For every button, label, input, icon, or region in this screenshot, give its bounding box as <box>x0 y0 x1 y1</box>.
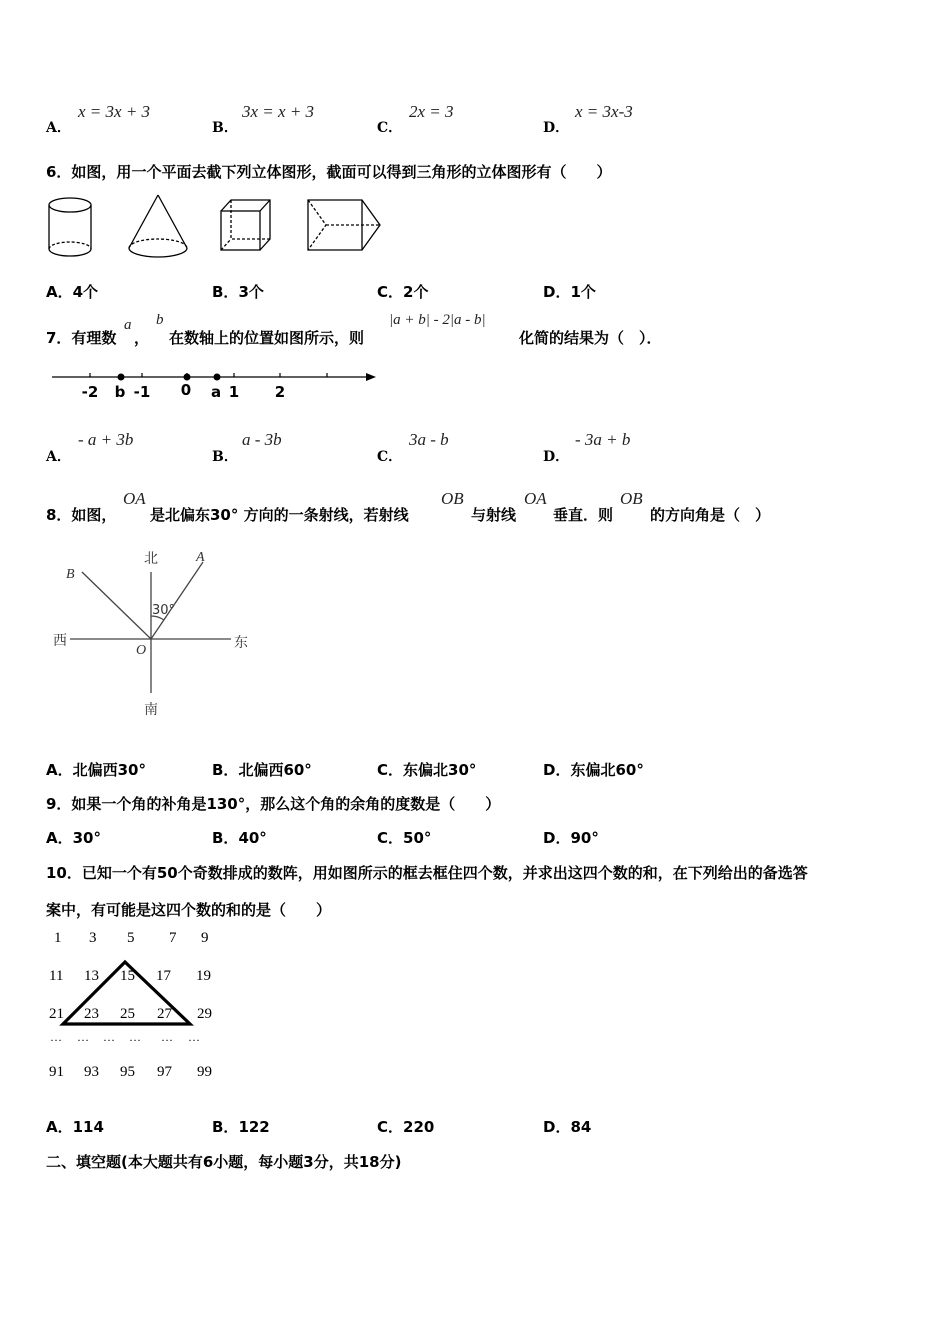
q7-expression: |a + b| - 2|a - b| <box>389 312 486 328</box>
q9-option-a-letter: A． <box>46 829 73 847</box>
label-angle: 30° <box>152 603 176 618</box>
q7-option-c-letter: C． <box>377 449 403 465</box>
q6-option-d-letter: D． <box>543 283 571 301</box>
label-north: 北 <box>144 551 158 567</box>
q7-option-a-expr: - a + 3b <box>78 430 134 449</box>
q8-option-c-text: 东偏北30° <box>403 761 477 779</box>
q7-stem-part2: 在数轴上的位置如图所示，则 <box>169 329 365 347</box>
q7-comma: ， <box>134 329 150 347</box>
array-cell: 97 <box>157 1064 172 1080</box>
label-a: A <box>196 550 205 565</box>
q7-stem-part1: 7．有理数 <box>46 329 117 347</box>
q8-stem-part3: 与射线 <box>471 506 517 524</box>
q5-option-a-letter: A． <box>46 120 71 136</box>
array-cell: 3 <box>89 930 97 946</box>
section-2-title: 二、填空题(本大题共有6小题，每小题3分，共18分) <box>46 1153 402 1171</box>
q8-option-d-letter: D． <box>543 761 571 779</box>
label-b: B <box>66 567 75 582</box>
q8-ob-2: OB <box>620 489 643 508</box>
array-cell: 11 <box>49 968 64 984</box>
array-cell: 93 <box>84 1064 99 1080</box>
q5-option-d-expr: x = 3x-3 <box>575 102 633 121</box>
q5-option-c-letter: C． <box>377 120 403 136</box>
array-ellipsis: … <box>50 1030 62 1044</box>
q8-oa: OA <box>123 489 146 508</box>
q10-option-a-letter: A． <box>46 1118 73 1136</box>
array-cell: 19 <box>196 968 211 984</box>
q10-option-a-text: 114 <box>72 1118 104 1136</box>
q6-option-c-letter: C． <box>377 283 404 301</box>
q9-stem: 9．如果一个角的补角是130°，那么这个角的余角的度数是（ ） <box>46 795 501 813</box>
q9-option-a-text: 30° <box>72 829 101 847</box>
tick-label-2: 2 <box>274 383 286 401</box>
array-cell: 23 <box>84 1006 99 1022</box>
q8-stem-part5: 的方向角是（ ） <box>650 506 771 524</box>
q8-ob: OB <box>441 489 464 508</box>
q7-option-a-letter: A． <box>46 449 71 465</box>
array-cell: 91 <box>49 1064 64 1080</box>
tick-label-neg2: -2 <box>81 383 99 401</box>
q6-option-a-letter: A． <box>46 283 73 301</box>
q8-stem-part4: 垂直．则 <box>553 506 614 524</box>
q5-option-b-letter: B． <box>212 120 238 136</box>
array-cell: 9 <box>201 930 209 946</box>
array-cell: 15 <box>120 968 135 984</box>
q7-stem-part3: 化简的结果为（ ）． <box>519 329 662 347</box>
q9-option-c-letter: C． <box>377 829 404 847</box>
q7-option-b-expr: a - 3b <box>242 430 282 449</box>
array-cell: 95 <box>120 1064 135 1080</box>
q9-option-c-text: 50° <box>403 829 432 847</box>
q7-option-d-expr: - 3a + b <box>575 430 631 449</box>
q6-option-b-letter: B． <box>212 283 239 301</box>
q9-option-b-text: 40° <box>238 829 267 847</box>
label-west: 西 <box>53 633 67 649</box>
array-ellipsis: … <box>103 1030 115 1044</box>
q10-option-c-letter: C． <box>377 1118 404 1136</box>
q8-option-c-letter: C． <box>377 761 404 779</box>
tick-label-b: b <box>114 383 126 401</box>
array-cell: 99 <box>197 1064 212 1080</box>
array-ellipsis: … <box>188 1030 200 1044</box>
q10-option-d-letter: D． <box>543 1118 571 1136</box>
tick-label-neg1: -1 <box>133 383 151 401</box>
label-south: 南 <box>144 702 158 718</box>
q8-option-a-letter: A． <box>46 761 73 779</box>
q5-option-b-expr: 3x = x + 3 <box>242 102 315 121</box>
q10-stem-line1: 10．已知一个有50个奇数排成的数阵，用如图所示的框去框住四个数，并求出这四个数的和，在下列给出的备选答 <box>46 864 808 882</box>
q9-option-d-text: 90° <box>570 829 599 847</box>
array-cell: 5 <box>127 930 135 946</box>
q10-option-d-text: 84 <box>570 1118 592 1136</box>
q8-option-b-letter: B． <box>212 761 239 779</box>
q7-option-d-letter: D． <box>543 449 570 465</box>
q10-option-b-letter: B． <box>212 1118 239 1136</box>
q5-option-d-letter: D． <box>543 120 570 136</box>
q7-option-c-expr: 3a - b <box>409 430 449 449</box>
q7-var-a: a <box>124 317 132 333</box>
array-cell: 27 <box>157 1006 172 1022</box>
label-east: 东 <box>234 635 248 651</box>
q8-option-d-text: 东偏北60° <box>570 761 644 779</box>
q9-option-d-letter: D． <box>543 829 571 847</box>
array-ellipsis: … <box>161 1030 173 1044</box>
array-cell: 1 <box>54 930 62 946</box>
array-ellipsis: … <box>129 1030 141 1044</box>
array-ellipsis: … <box>77 1030 89 1044</box>
q8-stem-part1: 8．如图， <box>46 506 117 524</box>
q8-option-a-text: 北偏西30° <box>72 761 146 779</box>
tick-label-a: a <box>210 383 222 401</box>
q10-stem-line2: 案中，有可能是这四个数的和的是（ ） <box>46 901 332 919</box>
array-cell: 29 <box>197 1006 212 1022</box>
q8-option-b-text: 北偏西60° <box>238 761 312 779</box>
q10-option-c-text: 220 <box>403 1118 435 1136</box>
q10-option-b-text: 122 <box>238 1118 270 1136</box>
q6-option-d-text: 1个 <box>570 283 596 301</box>
tick-label-1: 1 <box>228 383 240 401</box>
array-cell: 25 <box>120 1006 135 1022</box>
label-o: O <box>136 643 147 658</box>
q9-option-b-letter: B． <box>212 829 239 847</box>
q7-option-b-letter: B． <box>212 449 238 465</box>
q5-option-a-expr: x = 3x + 3 <box>78 102 151 121</box>
q6-option-b-text: 3个 <box>238 283 264 301</box>
q6-option-a-text: 4个 <box>72 283 99 301</box>
q8-oa-2: OA <box>524 489 547 508</box>
array-cell: 13 <box>84 968 99 984</box>
array-cell: 17 <box>156 968 171 984</box>
q8-stem-part2: 是北偏东30° 方向的一条射线，若射线 <box>150 506 409 524</box>
array-cell: 21 <box>49 1006 64 1022</box>
array-cell: 7 <box>169 930 177 946</box>
tick-label-zero: 0 <box>180 381 192 399</box>
q5-option-c-expr: 2x = 3 <box>409 102 454 121</box>
q6-stem: 6．如图，用一个平面去截下列立体图形，截面可以得到三角形的立体图形有（ ） <box>46 163 612 181</box>
q7-var-b: b <box>156 312 164 328</box>
q6-option-c-text: 2个 <box>403 283 429 301</box>
